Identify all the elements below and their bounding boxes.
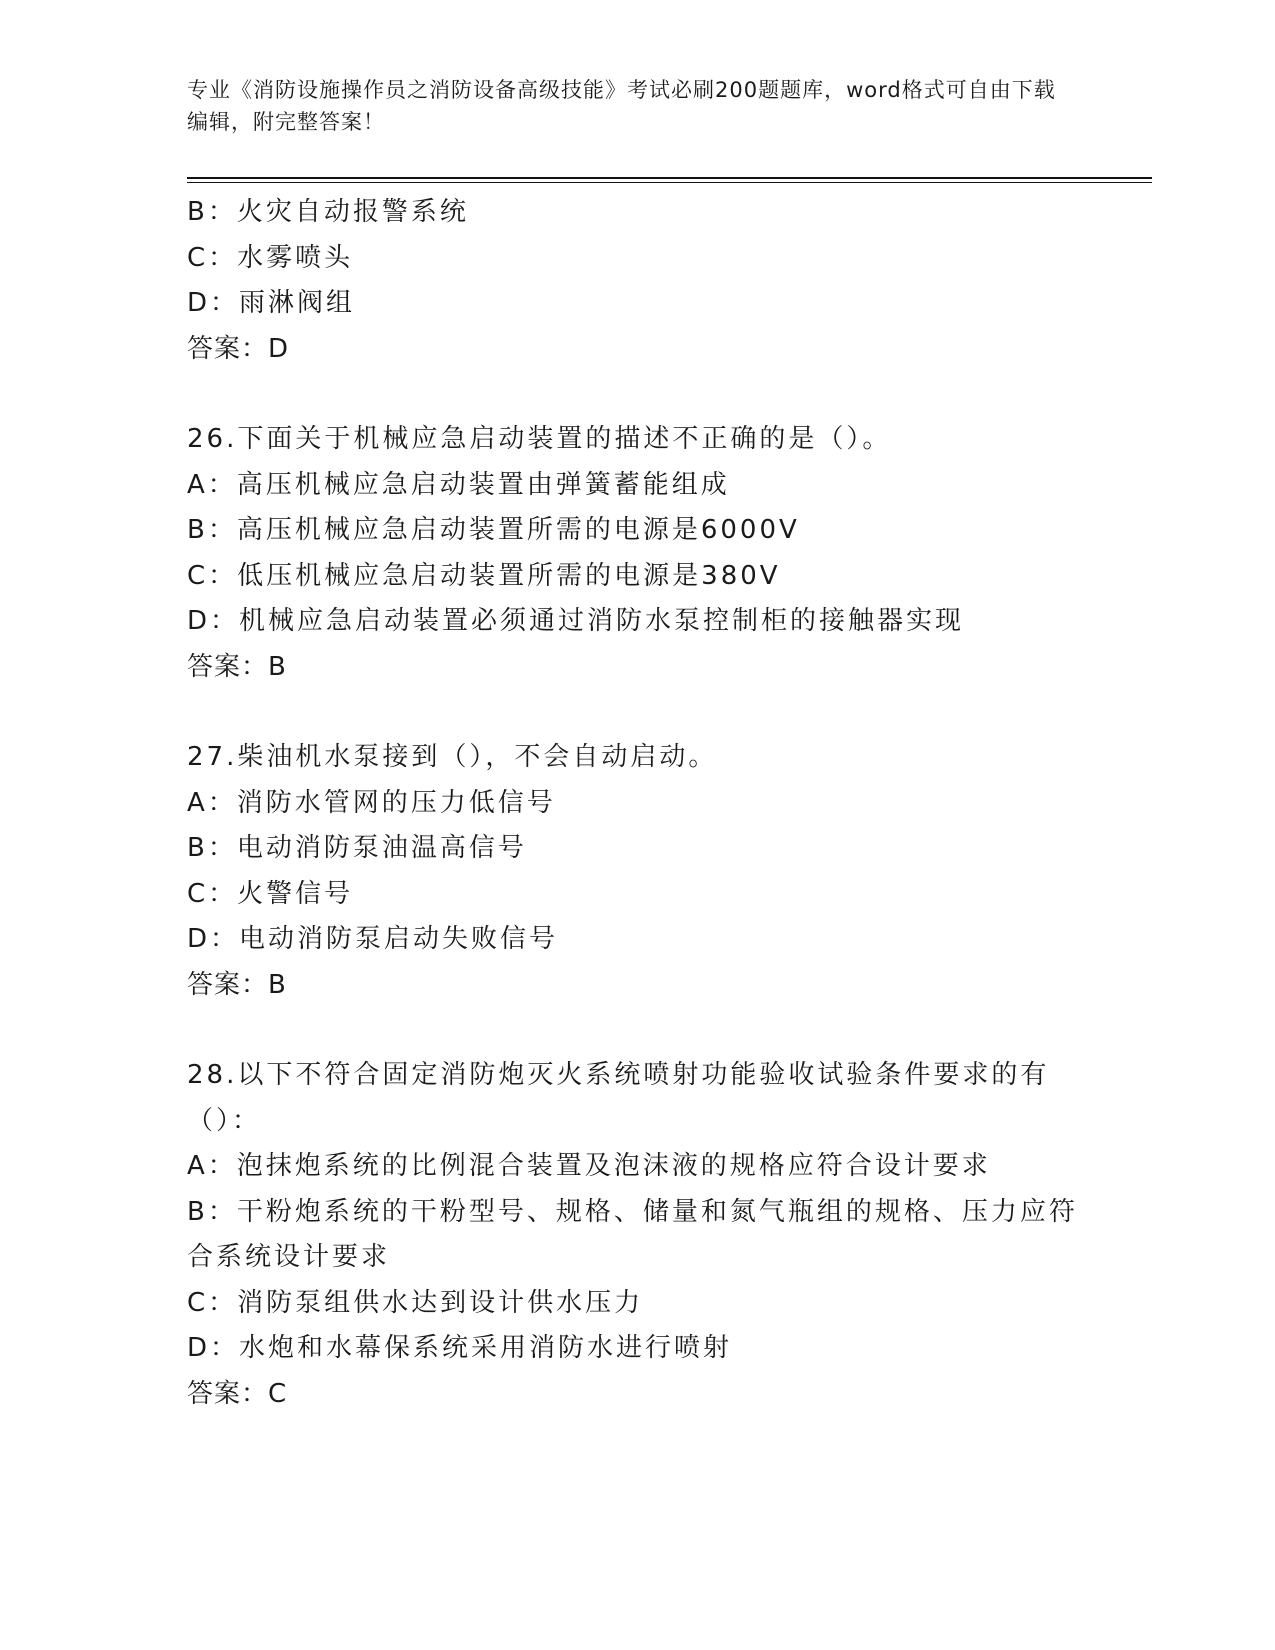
option-c: C：消防泵组供水达到设计供水压力 <box>187 1287 644 1318</box>
question-list <box>187 190 1087 1417</box>
option-d: D：电动消防泵启动失败信号 <box>187 924 559 954</box>
option-d: D：水炮和水幕保系统采用消防水进行喷射 <box>187 1333 733 1363</box>
option-c: C：水雾喷头 <box>187 242 354 273</box>
question-stem: 26.下面关于机械应急启动装置的描述不正确的是（）。 <box>187 424 892 454</box>
header-rule-thin <box>187 182 1152 183</box>
question-block <box>187 1053 1087 1417</box>
option-b: B：高压机械应急启动装置所需的电源是6000V <box>187 515 800 545</box>
option-c: C：低压机械应急启动装置所需的电源是380V <box>187 560 781 591</box>
question-block <box>187 190 1087 372</box>
question-block <box>187 417 1087 690</box>
answer: 答案：D <box>187 333 290 364</box>
question-stem: 27.柴油机水泵接到（），不会自动启动。 <box>187 742 718 772</box>
question-block <box>187 735 1087 1008</box>
answer: 答案：B <box>187 651 287 682</box>
option-d: D：雨淋阀组 <box>187 288 356 318</box>
option-d: D：机械应急启动装置必须通过消防水泵控制柜的接触器实现 <box>187 606 965 636</box>
option-b: B：电动消防泵油温高信号 <box>187 833 527 863</box>
question-stem: 28.以下不符合固定消防炮灭火系统喷射功能验收试验条件要求的有（）： <box>187 1060 1050 1136</box>
option-b: B：干粉炮系统的干粉型号、规格、储量和氮气瓶组的规格、压力应符合系统设计要求 <box>187 1196 1078 1272</box>
option-b: B：火灾自动报警系统 <box>187 197 469 227</box>
page-header: 专业《消防设施操作员之消防设备高级技能》考试必刷200题题库，word格式可自由下载编辑，附完整答案！ <box>187 78 1056 134</box>
option-c: C：火警信号 <box>187 878 354 909</box>
option-a: A：泡抹炮系统的比例混合装置及泡沫液的规格应符合设计要求 <box>187 1151 991 1181</box>
answer: 答案：C <box>187 1378 288 1409</box>
option-a: A：高压机械应急启动装置由弹簧蓄能组成 <box>187 469 730 500</box>
option-a: A：消防水管网的压力低信号 <box>187 787 556 818</box>
header-rule-thick <box>187 177 1152 179</box>
answer: 答案：B <box>187 969 287 1000</box>
